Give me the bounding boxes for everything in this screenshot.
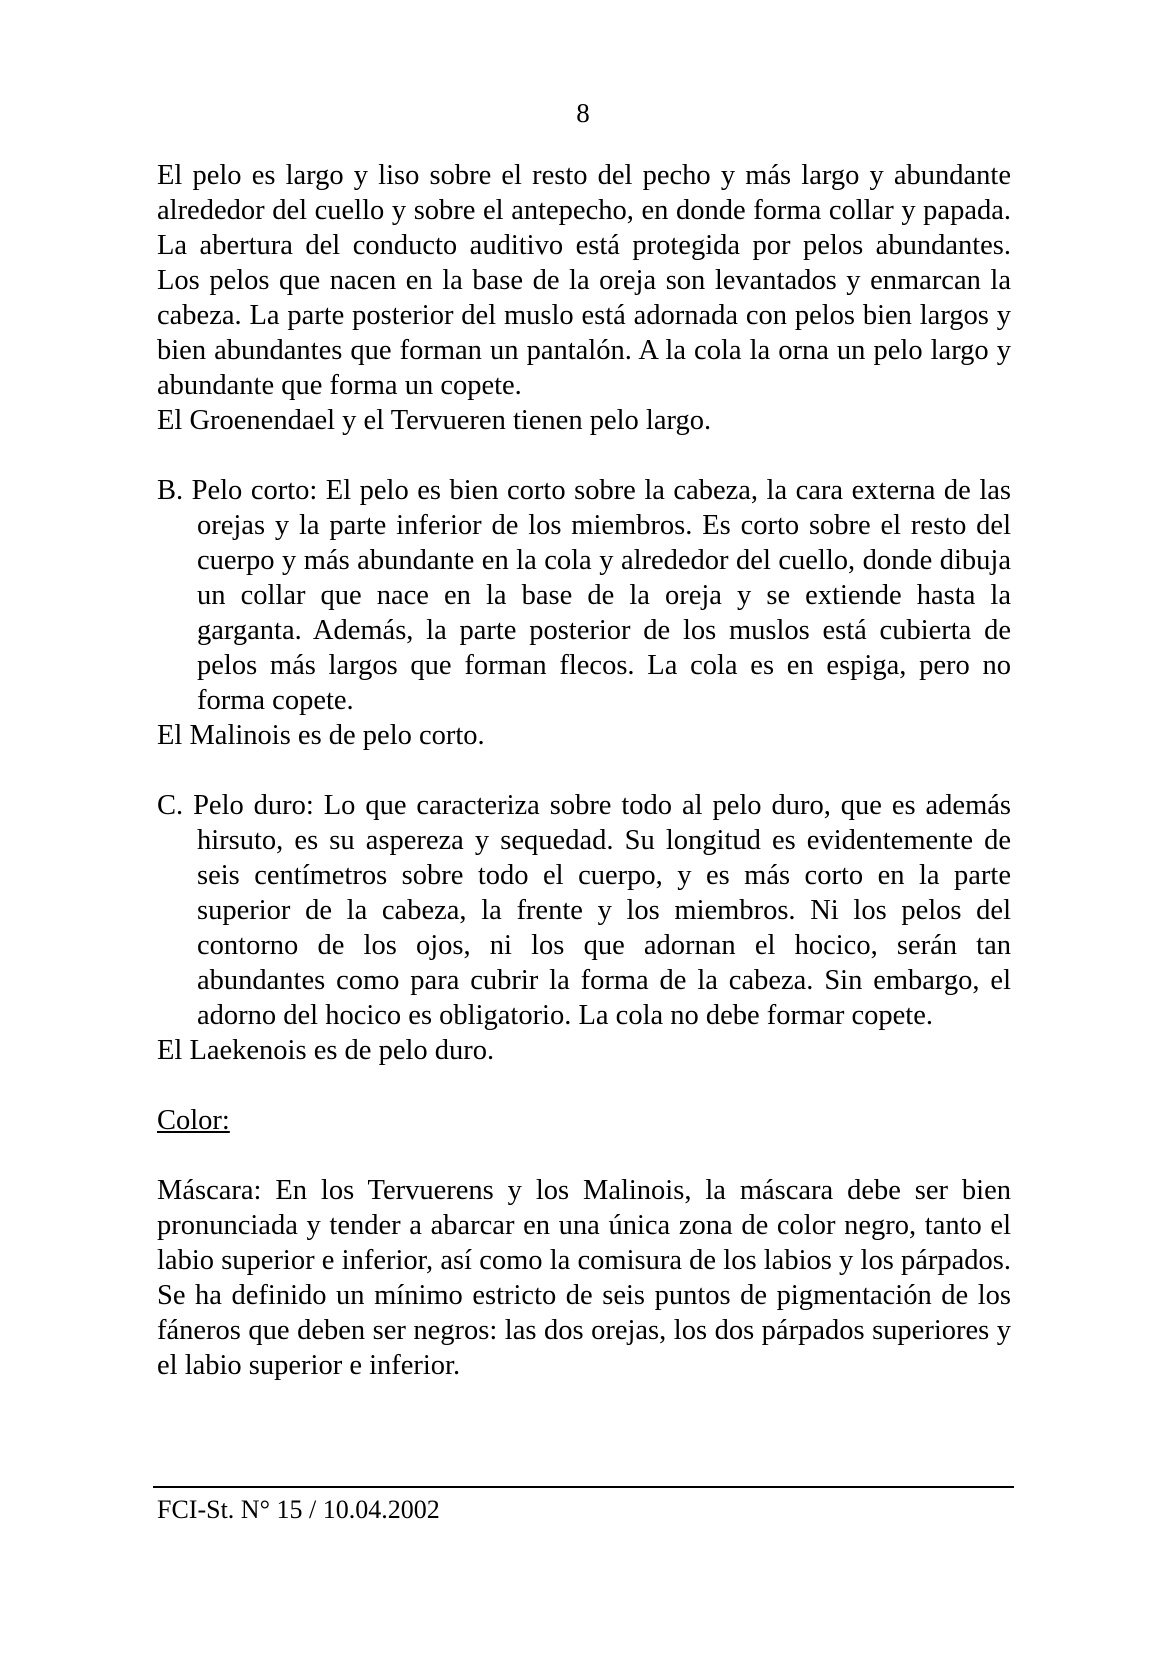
line-short-coat-variety: El Malinois es de pelo corto. [157, 720, 485, 751]
paragraph-mask: Máscara: En los Tervuerens y los Malinois, la máscara debe ser bien pronunciada y tender a abarcar en una única zona de color negro, tanto el labio superior e inferior, así como la comisura de los labios y los párpados. Se ha definido un mínimo estricto de seis puntos de pigmentación de los fáneros que deben ser negros: las dos orejas, los dos párpados superiores y el labio superior e inferior. [157, 1175, 1011, 1381]
line-long-coat-varieties: El Groenendael y el Tervueren tienen pelo largo. [157, 405, 712, 436]
line-rough-coat-variety: El Laekenois es de pelo duro. [157, 1035, 495, 1066]
spacer [157, 753, 1011, 788]
item-short-coat: B. Pelo corto: El pelo es bien corto sobre la cabeza, la cara externa de las orejas y la parte inferior de los miembros. Es corto sobre el resto del cuerpo y más abundante en la cola y alrededor del cuello, donde dibuja un collar que nace en la base de la oreja y se extiende hasta la garganta. Además, la parte posterior de los muslos está cubierta de pelos más largos que forman flecos. La cola es en espiga, pero no forma copete. [157, 475, 1011, 716]
spacer [157, 438, 1011, 473]
spacer [157, 1138, 1011, 1173]
page-number: 8 [576, 98, 590, 128]
paragraph-long-coat: El pelo es largo y liso sobre el resto del pecho y más largo y abundante alrededor del cuello y sobre el antepecho, en donde forma collar y papada. La abertura del conducto auditivo está protegida por pelos abundantes. Los pelos que nacen en la base de la oreja son levantados y enmarcan la cabeza. La parte posterior del muslo está adornada con pelos bien largos y bien abundantes que forman un pantalón. A la cola la orna un pelo largo y abundante que forma un copete. [157, 160, 1011, 401]
footer-standard-reference: FCI-St. N° 15 / 10.04.2002 [157, 1495, 440, 1524]
spacer [157, 1068, 1011, 1103]
footer-divider [153, 1486, 1014, 1488]
document-body [157, 158, 1011, 1383]
section-heading-color: Color: [157, 1105, 230, 1136]
item-rough-coat: C. Pelo duro: Lo que caracteriza sobre todo al pelo duro, que es además hirsuto, es su aspereza y sequedad. Su longitud es evidentemente de seis centímetros sobre todo el cuerpo, y es más corto en la parte superior de la cabeza, la frente y los miembros. Ni los pelos del contorno de los ojos, ni los que adornan el hocico, serán tan abundantes como para cubrir la forma de la cabeza. Sin embargo, el adorno del hocico es obligatorio. La cola no debe formar copete. [157, 790, 1011, 1031]
